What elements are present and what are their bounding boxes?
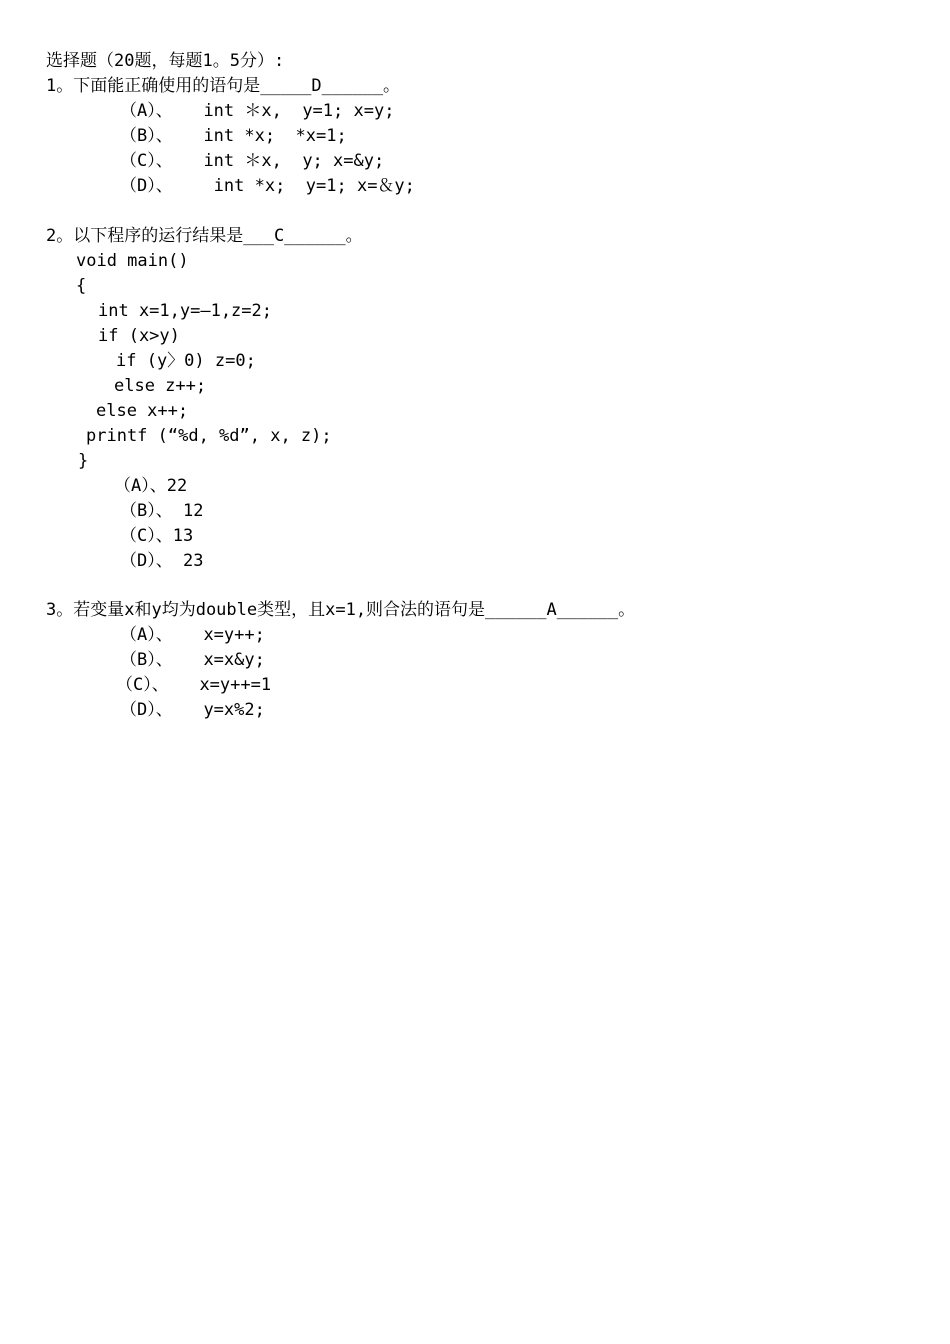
option-b: （B）、 x=x&y; xyxy=(120,650,265,670)
question-stem: 2。以下程序的运行结果是___C______。 xyxy=(46,226,363,246)
code-line: void main() xyxy=(76,251,189,271)
code-line: if (x>y) xyxy=(98,326,180,346)
option-d: （D）、 23 xyxy=(120,551,204,571)
code-line: { xyxy=(76,276,87,296)
code-line: else x++; xyxy=(96,401,189,421)
option-a: （A）、 x=y++; xyxy=(120,625,265,645)
code-line: } xyxy=(78,451,89,471)
code-line: int x=1,y=—1,z=2; xyxy=(98,301,272,321)
option-b: （B）、 12 xyxy=(120,501,204,521)
question-stem: 1。下面能正确使用的语句是_____D______。 xyxy=(46,76,401,96)
option-d: （D）、 y=x%2; xyxy=(120,700,265,720)
option-a: （A）、 int ＊x, y=1; x=y; xyxy=(120,101,395,121)
option-b: （B）、 int *x; *x=1; xyxy=(120,126,347,146)
option-c: （C）、13 xyxy=(120,526,194,546)
code-line: else z++; xyxy=(114,376,207,396)
question-stem: 3。若变量x和y均为double类型，且x=1,则合法的语句是______A______。 xyxy=(46,600,636,620)
code-line: printf (“%d, %d”, x, z); xyxy=(86,426,332,446)
option-c: （C）、 x=y++=1 xyxy=(116,675,272,695)
option-d: （D）、 int *x; y=1; x=＆y; xyxy=(120,176,415,196)
section-header: 选择题（20题，每题1。5分）: xyxy=(46,51,285,71)
option-a: （A）、22 xyxy=(114,476,188,496)
code-line: if (y〉0) z=0; xyxy=(116,351,256,371)
option-c: （C）、 int ＊x, y; x=&y; xyxy=(120,151,385,171)
